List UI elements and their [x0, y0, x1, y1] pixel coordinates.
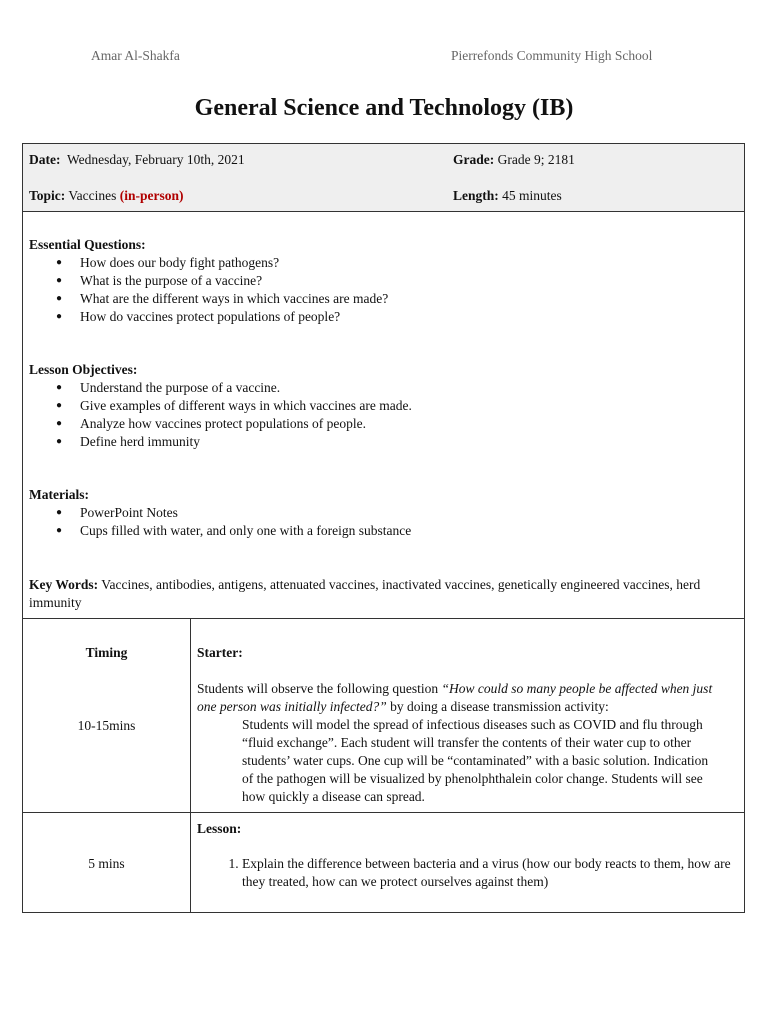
- list-item: ● How do vaccines protect populations of people?: [80, 308, 729, 326]
- objectives-heading: Lesson Objectives:: [29, 362, 138, 377]
- starter-row: [23, 618, 744, 812]
- date-cell: [29, 151, 245, 169]
- list-item: ● What is the purpose of a vaccine?: [80, 272, 729, 290]
- grade-label: Grade:: [453, 152, 495, 167]
- key-words-label: Key Words:: [29, 577, 99, 592]
- essential-questions-heading: Essential Questions:: [29, 237, 146, 252]
- lesson-timing-cell: [23, 813, 191, 913]
- list-item: ● Understand the purpose of a vaccine.: [80, 379, 729, 397]
- length-label: Length:: [453, 188, 499, 203]
- topic-cell: [29, 187, 184, 205]
- list-item: ● How does our body fight pathogens?: [80, 254, 729, 272]
- materials-heading: Materials:: [29, 487, 89, 502]
- key-words-text: Vaccines, antibodies, antigens, attenuated vaccines, inactivated vaccines, genetically engineered vaccines, herd immunity: [29, 577, 701, 610]
- document-title: General Science and Technology (IB): [194, 95, 574, 121]
- grade-cell: [453, 151, 575, 169]
- starter-timing: 10-15mins: [77, 718, 136, 733]
- starter-after: by doing a disease transmission activity:: [390, 699, 609, 714]
- list-item: ● PowerPoint Notes: [80, 504, 729, 522]
- length-cell: [453, 187, 562, 205]
- starter-intro: [197, 680, 727, 806]
- timing-header: Timing: [85, 645, 128, 660]
- school-name: Pierrefonds Community High School: [451, 48, 653, 63]
- lesson-list: [197, 855, 742, 891]
- list-item: ● Give examples of different ways in which vaccines are made.: [80, 397, 729, 415]
- date-label: Date:: [29, 152, 61, 167]
- topic-value: Vaccines: [68, 188, 117, 203]
- starter-detail: Students will model the spread of infectious diseases such as COVID and flu through “fluid exchange”. Each student will transfer the contents of their water cup to other students’ water cups. One cup will be “contaminated” with a basic solution. Indication of the pathogen will be visualized by phenolphthalein color change. Students will see how quickly a disease can spread.: [242, 717, 709, 804]
- date-value: Wednesday, February 10th, 2021: [67, 152, 245, 167]
- starter-intro-text: Students will observe the following question: [197, 681, 439, 696]
- list-item: ● Cups filled with water, and only one with a foreign substance: [80, 522, 729, 540]
- materials-section: [29, 486, 729, 540]
- essential-questions-list: [29, 254, 729, 326]
- objectives-section: [29, 361, 729, 451]
- lesson-row: [23, 812, 744, 913]
- key-words-section: [29, 576, 734, 612]
- topic-label: Topic:: [29, 188, 66, 203]
- author-name: Amar Al-Shakfa: [91, 48, 180, 63]
- lesson-heading: Lesson:: [197, 821, 242, 836]
- lesson-timing: 5 mins: [88, 856, 125, 871]
- materials-list: [29, 504, 729, 540]
- list-item: ● Analyze how vaccines protect populations of people.: [80, 415, 729, 433]
- list-item: ● What are the different ways in which vaccines are made?: [80, 290, 729, 308]
- info-panel: [23, 144, 744, 212]
- starter-timing-cell: [23, 619, 191, 812]
- list-item: 1. Explain the difference between bacteria and a virus (how our body reacts to them, how are they treated, how can we protect ourselves against them): [242, 855, 742, 891]
- starter-heading: Starter:: [197, 645, 243, 660]
- starter-question: “How could so many people be affected when just one person was initially infected?”: [197, 681, 713, 714]
- objectives-list: [29, 379, 729, 451]
- grade-value: Grade 9; 2181: [497, 152, 575, 167]
- lesson-plan-table: [22, 143, 745, 913]
- list-item: ● Define herd immunity: [80, 433, 729, 451]
- length-value: 45 minutes: [502, 188, 562, 203]
- essential-questions-section: [29, 236, 729, 326]
- topic-mode: (in-person): [119, 188, 184, 203]
